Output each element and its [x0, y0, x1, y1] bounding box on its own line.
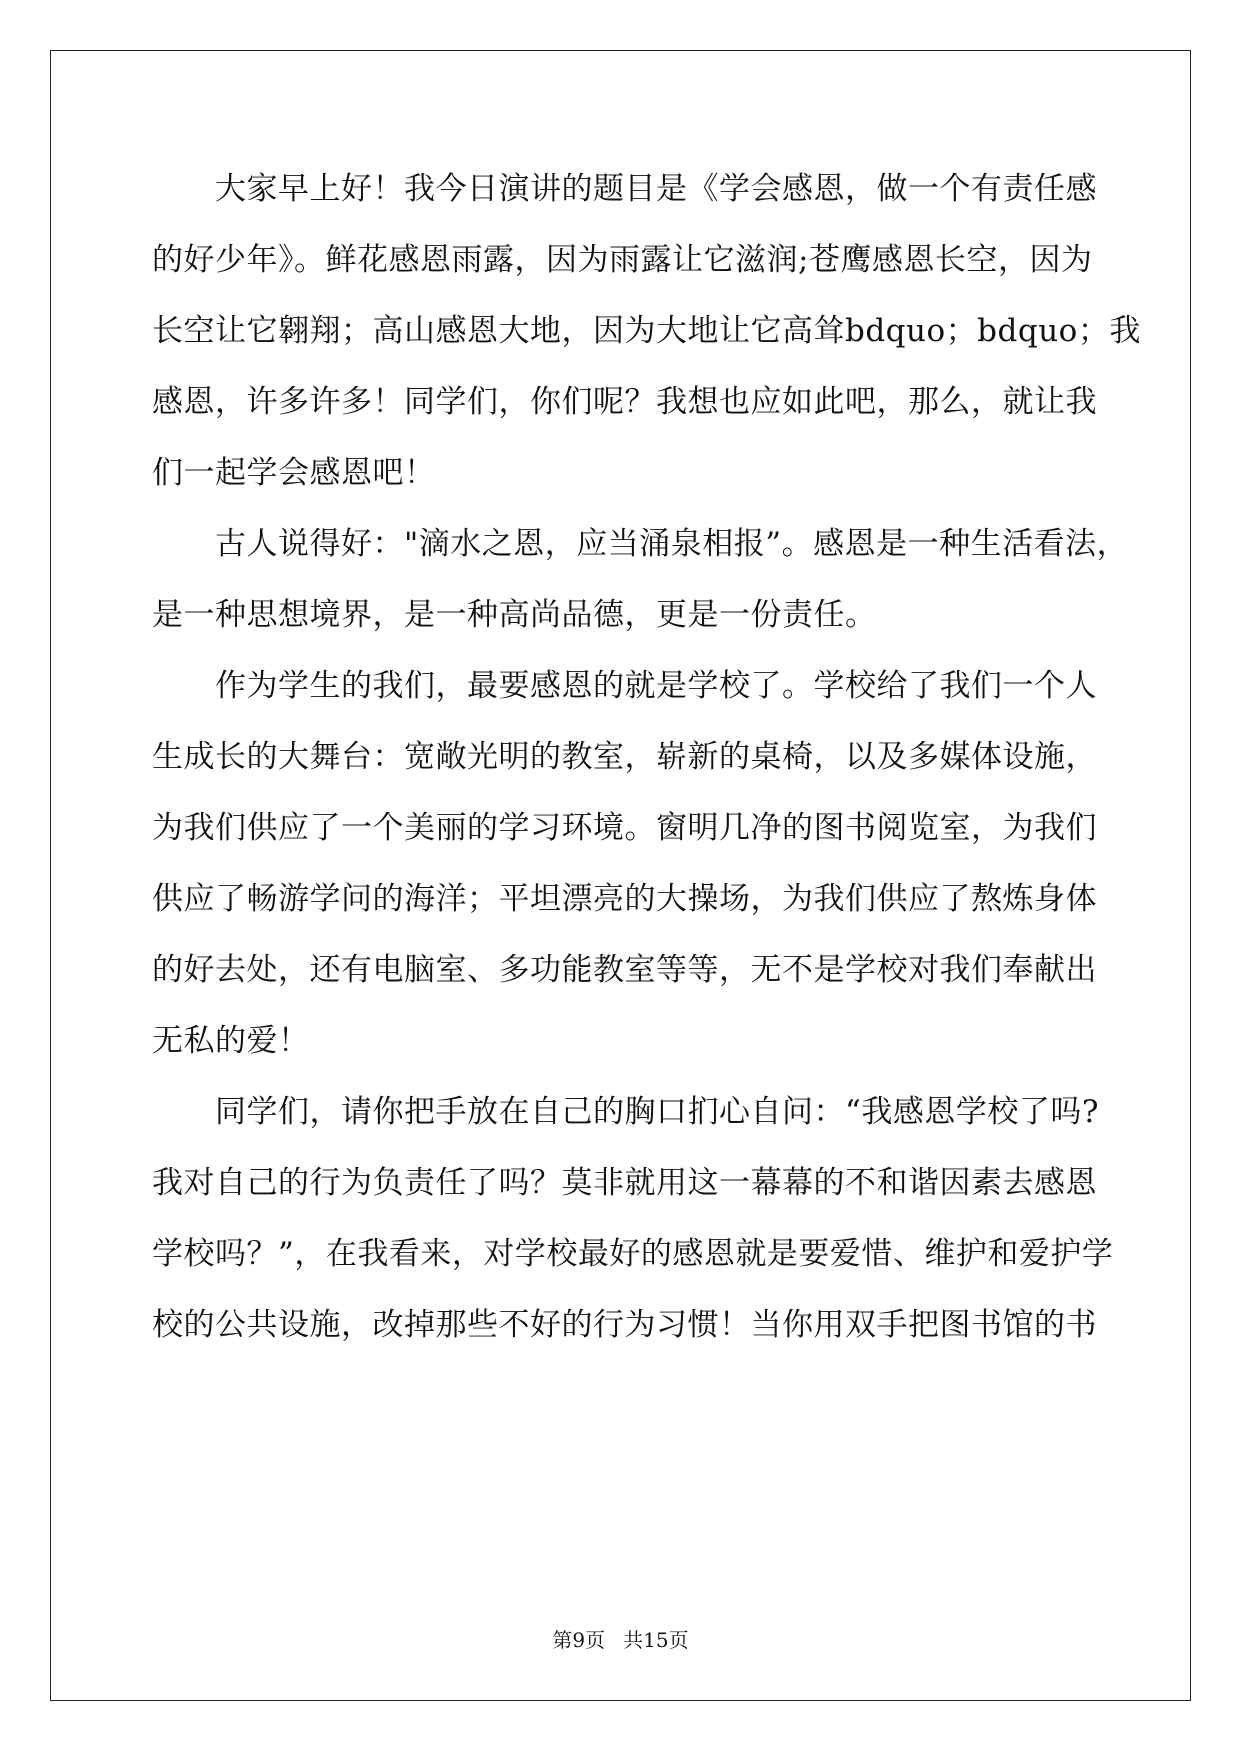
text-line: 感恩，许多许多！同学们，你们呢？我想也应如此吧，那么，就让我 — [152, 384, 1097, 420]
text-line: 们一起学会感恩吧！ — [152, 455, 436, 491]
text-line: 长空让它翱翔；高山感恩大地，因为大地让它高耸bdquo；bdquo；我 — [152, 313, 1141, 349]
text-line: 无私的爱！ — [152, 1023, 310, 1059]
page-footer — [0, 1628, 1241, 1652]
text-line: 供应了畅游学问的海洋；平坦漂亮的大操场，为我们供应了熬炼身体 — [152, 881, 1097, 917]
text-line: 为我们供应了一个美丽的学习环境。窗明几净的图书阅览室，为我们 — [152, 810, 1097, 846]
text-line: 的好少年》。鲜花感恩雨露，因为雨露让它滋润;苍鹰感恩长空，因为 — [152, 242, 1093, 278]
text-line: 学校吗？”，在我看来，对学校最好的感恩就是要爱惜、维护和爱护学 — [152, 1236, 1114, 1272]
text-line: 是一种思想境界，是一种高尚品德，更是一份责任。 — [152, 597, 877, 633]
page-total: 共15页 — [623, 1628, 689, 1652]
text-line: 作为学生的我们，最要感恩的就是学校了。学校给了我们一个人 — [152, 668, 1097, 704]
text-line: 的好去处，还有电脑室、多功能教室等等，无不是学校对我们奉献出 — [152, 952, 1097, 988]
page-number: 第9页 — [552, 1628, 606, 1652]
text-line: 生成长的大舞台：宽敞光明的教室，崭新的桌椅，以及多媒体设施， — [152, 739, 1097, 775]
text-line: 同学们，请你把手放在自己的胸口扪心自问：“我感恩学校了吗? — [152, 1094, 1099, 1130]
text-line: 校的公共设施，改掉那些不好的行为习惯！当你用双手把图书馆的书 — [152, 1307, 1097, 1343]
text-line: 我对自己的行为负责任了吗？莫非就用这一幕幕的不和谐因素去感恩 — [152, 1165, 1097, 1201]
text-line: 大家早上好！我今日演讲的题目是《学会感恩，做一个有责任感 — [152, 171, 1097, 207]
text-line: 古人说得好："滴水之恩，应当涌泉相报”。感恩是一种生活看法， — [152, 526, 1129, 562]
